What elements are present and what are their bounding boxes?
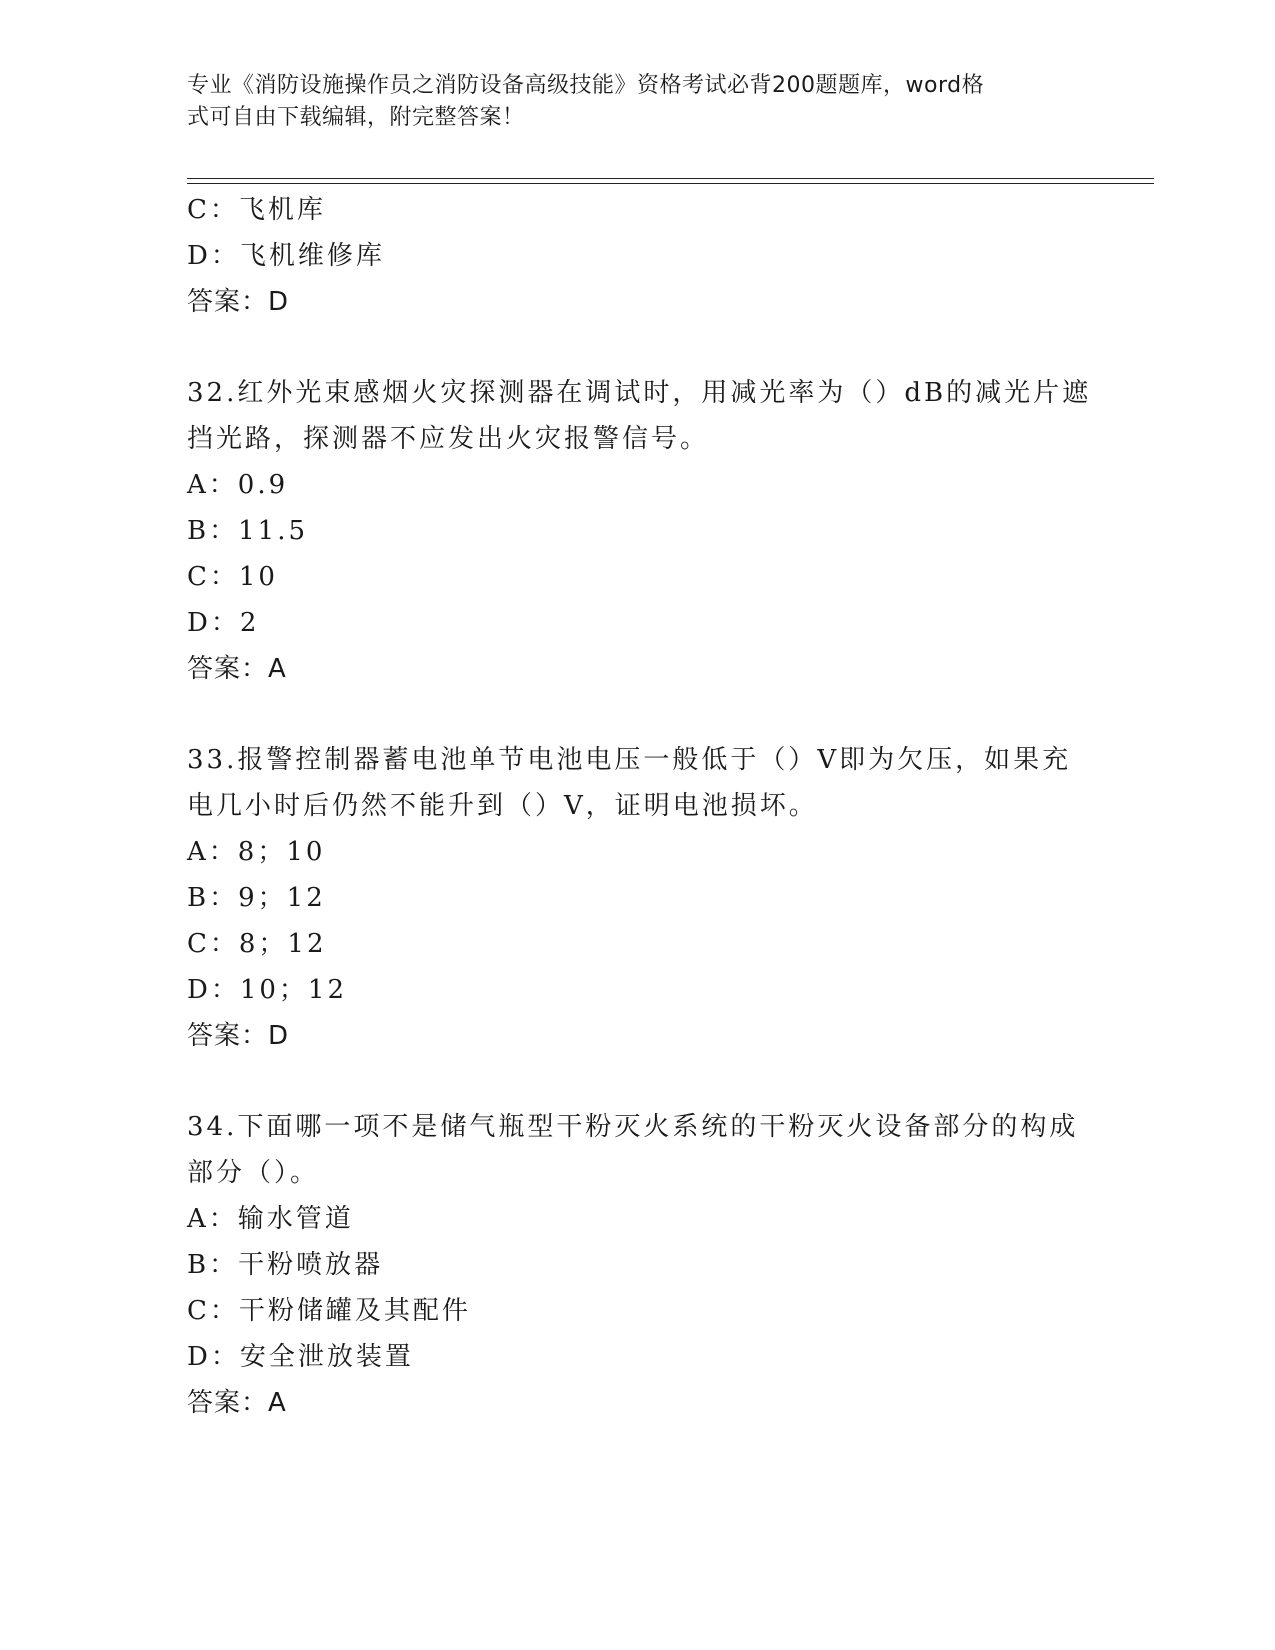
option-d: D：飞机维修库 bbox=[187, 241, 385, 271]
header-line-2: 式可自由下载编辑，附完整答案！ bbox=[187, 105, 525, 130]
option-a: A：输水管道 bbox=[187, 1204, 354, 1234]
question-stem-line-1: 34.下面哪一项不是储气瓶型干粉灭火系统的干粉灭火设备部分的构成 bbox=[187, 1112, 1079, 1142]
header-divider bbox=[187, 178, 1154, 184]
option-d: D：10；12 bbox=[187, 975, 348, 1005]
question-32 bbox=[187, 370, 1092, 692]
question-stem-line-2: 部分（）。 bbox=[187, 1158, 320, 1188]
option-c: C：8；12 bbox=[187, 929, 327, 959]
option-c: C：干粉储罐及其配件 bbox=[187, 1296, 471, 1326]
question-stem-line-2: 挡光路，探测器不应发出火灾报警信号。 bbox=[187, 424, 710, 454]
option-a: A：8；10 bbox=[187, 837, 326, 867]
option-a: A：0.9 bbox=[187, 470, 289, 500]
answer-line: 答案：D bbox=[187, 287, 290, 317]
answer-line: 答案：A bbox=[187, 654, 287, 684]
answer-line: 答案：A bbox=[187, 1388, 287, 1418]
option-b: B：9；12 bbox=[187, 883, 326, 913]
option-b: B：11.5 bbox=[187, 516, 308, 546]
question-33 bbox=[187, 737, 1087, 1059]
option-b: B：干粉喷放器 bbox=[187, 1250, 384, 1280]
question-stem-line-1: 32.红外光束感烟火灾探测器在调试时，用减光率为（）dB的减光片遮 bbox=[187, 378, 1092, 408]
option-d: D：安全泄放装置 bbox=[187, 1342, 414, 1372]
document-header bbox=[187, 70, 1087, 134]
option-c: C：飞机库 bbox=[187, 195, 326, 225]
option-d: D：2 bbox=[187, 608, 260, 638]
answer-line: 答案：D bbox=[187, 1021, 290, 1051]
header-line-1: 专业《消防设施操作员之消防设备高级技能》资格考试必背200题题库，word格 bbox=[187, 73, 985, 98]
option-c: C：10 bbox=[187, 562, 278, 592]
question-stem-line-1: 33.报警控制器蓄电池单节电池电压一般低于（）V即为欠压，如果充 bbox=[187, 745, 1072, 775]
question-list bbox=[187, 187, 1092, 1426]
question-34 bbox=[187, 1104, 1087, 1426]
question-stem-line-2: 电几小时后仍然不能升到（）V，证明电池损坏。 bbox=[187, 791, 818, 821]
question-fragment bbox=[187, 187, 1087, 325]
